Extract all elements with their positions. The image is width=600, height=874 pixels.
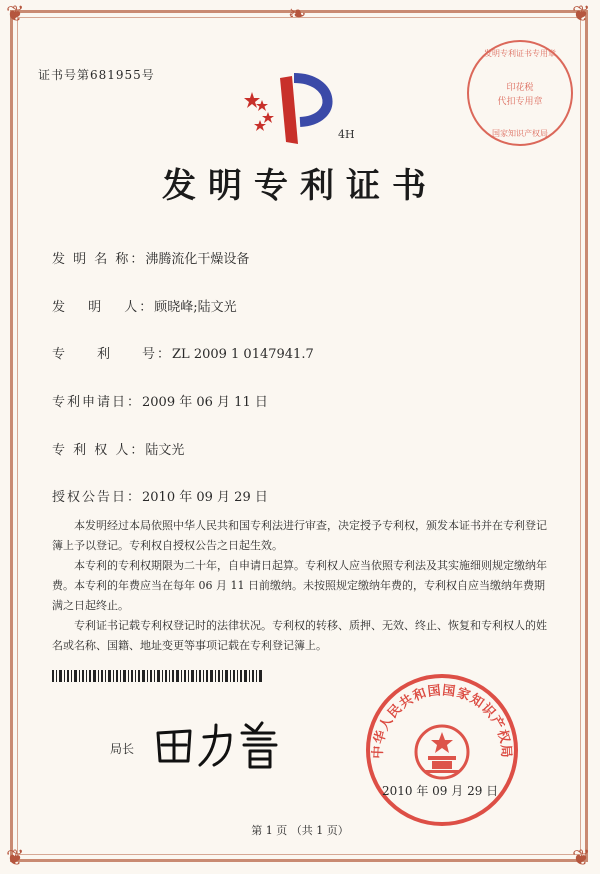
field-value: 沸腾流化干燥设备 bbox=[145, 252, 250, 267]
field-label: 发 明 名 称： bbox=[52, 252, 146, 267]
top-center-ornament: ❧ bbox=[288, 2, 307, 27]
tax-stamp-line-3: 代扣专用章 bbox=[497, 97, 543, 107]
field-value: 2009 年 06 月 11 日 bbox=[142, 395, 268, 410]
patent-office-logo bbox=[240, 70, 370, 150]
field-label: 专利申请日： bbox=[52, 395, 143, 410]
field-patent-number bbox=[52, 343, 314, 362]
director-label: 局长 bbox=[110, 742, 135, 756]
official-seal bbox=[362, 670, 522, 830]
field-value: ZL 2009 1 0147941.7 bbox=[172, 347, 314, 362]
field-label: 专 利 权 人： bbox=[52, 443, 146, 458]
corner-ornament-bottom-right: ❦ bbox=[572, 846, 591, 871]
seal-date: 2010 年 09 月 29 日 bbox=[382, 784, 499, 798]
field-label: 专 利 号： bbox=[52, 347, 173, 362]
seal-text: 中华人民共和国国家知识产权局 bbox=[370, 683, 514, 760]
certificate-number: 证书号第681955号 bbox=[38, 68, 155, 82]
field-inventors bbox=[52, 296, 237, 315]
corner-ornament-top-right: ❦ bbox=[572, 2, 591, 27]
field-label: 授权公告日： bbox=[52, 490, 143, 505]
tax-stamp-bottom-text: 国家知识产权局 bbox=[492, 129, 548, 138]
tax-stamp-arc-text: 发明专利证书专用章 bbox=[484, 49, 556, 58]
field-application-date bbox=[52, 391, 268, 410]
body-paragraph-grant: 本发明经过本局依照中华人民共和国专利法进行审查，决定授予专利权，颁发本证书并在专利登记簿上予以登记。专利权自授权公告之日起生效。 bbox=[52, 519, 547, 552]
director-signature bbox=[150, 715, 280, 770]
certificate-title: 发明专利证书 bbox=[162, 166, 438, 206]
barcode bbox=[52, 670, 262, 682]
corner-ornament-bottom-left: ❦ bbox=[6, 846, 25, 871]
page-number: 第 1 页 （共 1 页） bbox=[251, 824, 349, 837]
body-paragraph-legal-status: 专利证书记载专利权登记时的法律状况。专利权的转移、质押、无效、终止、恢复和专利权人的姓名或名称、国籍、地址变更等事项记载在专利登记簿上。 bbox=[52, 619, 547, 652]
certificate-body bbox=[52, 516, 552, 656]
field-invention-name bbox=[52, 248, 249, 267]
corner-ornament-top-left: ❦ bbox=[6, 2, 25, 27]
field-patentee bbox=[52, 439, 184, 458]
tax-stamp-line-2: 印花税 bbox=[506, 83, 534, 93]
field-grant-date bbox=[52, 486, 268, 505]
field-value: 2010 年 09 月 29 日 bbox=[142, 490, 268, 505]
national-emblem-icon bbox=[416, 726, 468, 778]
field-value: 顾晓峰;陆文光 bbox=[154, 300, 237, 315]
logo-mark: 4H bbox=[338, 128, 355, 141]
field-value: 陆文光 bbox=[145, 443, 185, 458]
tax-stamp bbox=[467, 40, 573, 146]
field-label: 发 明 人： bbox=[52, 300, 155, 315]
body-paragraph-term: 本专利的专利权期限为二十年，自申请日起算。专利权人应当依照专利法及其实施细则规定缴纳年费。本专利的年费应当在每年 06 月 11 日前缴纳。未按照规定缴纳年费的，专利权自应当缴纳年费期满之日起终止。 bbox=[52, 559, 547, 612]
